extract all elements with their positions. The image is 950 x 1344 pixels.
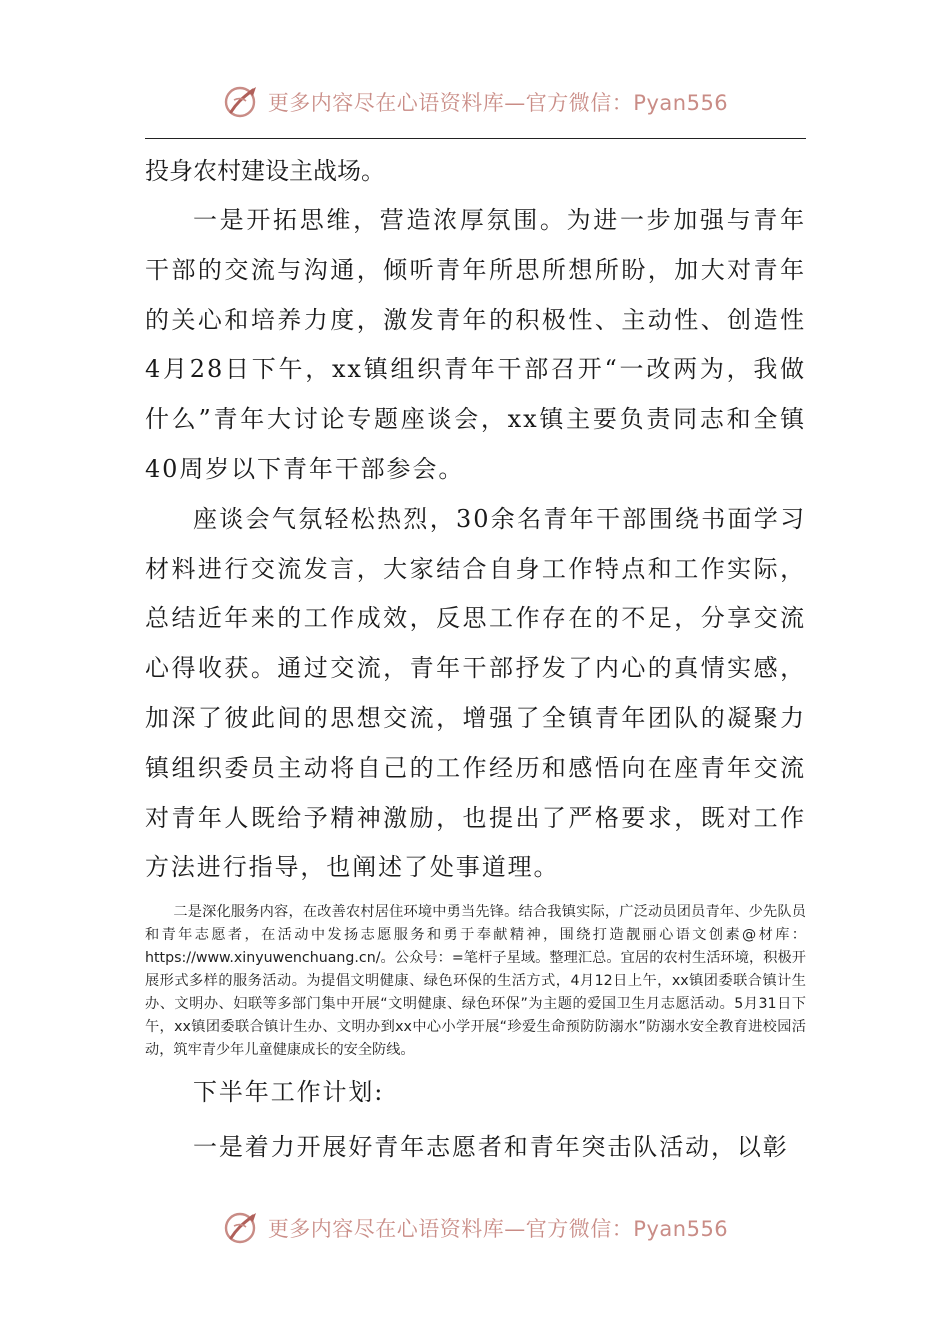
paragraph-3-small: 二是深化服务内容，在改善农村居住环境中勇当先锋。结合我镇实际，广泛动员团员青年、少先队员和青年志愿者，在活动中发扬志愿服务和勇于奉献精神，围绕打造靓丽心语文创素@材库：https://www.xinyuwenchuang.cn/。公众号：=笔杆子星域。整理汇总。宜居的农村生活环境，积极开展形式多样的服务活动。为提倡文明健康、绿色环保的生活方式，4月12日上午，xx镇团委联合镇计生办、文明办、妇联等多部门集中开展“文明健康、绿色环保”为主题的爱国卫生月志愿活动。5月31日下午，xx镇团委联合镇计生办、文明办到xx中心小学开展“珍爱生命预防防溺水”防溺水安全教育进校园活动，筑牢青少年儿童健康成长的安全防线。 (145, 904, 806, 1059)
document-body (145, 146, 806, 1172)
paragraph-1: 一是开拓思维，营造浓厚氛围。为进一步加强与青年干部的交流与沟通，倾听青年所思所想所盼，加大对青年的关心和培养力度，激发青年的积极性、主动性、创造性4月28日下午，xx镇组织青年干部召开“一改两为，我做什么”青年大讨论专题座谈会，xx镇主要负责同志和全镇40周岁以下青年干部参会。 (145, 206, 806, 483)
header-divider (145, 138, 806, 139)
watermark-text: 更多内容尽在心语资料库—官方微信：Pyan556 (267, 91, 729, 115)
pen-logo-icon (222, 82, 262, 122)
footer-watermark (0, 1206, 950, 1250)
header-watermark (0, 80, 950, 124)
lead-line: 投身农村建设主战场。 (145, 157, 385, 185)
paragraph-2: 座谈会气氛轻松热烈，30余名青年干部围绕书面学习材料进行交流发言，大家结合自身工作特点和工作实际，总结近年来的工作成效，反思工作存在的不足，分享交流心得收获。通过交流，青年干部抒发了内心的真情实感，加深了彼此间的思想交流，增强了全镇青年团队的凝聚力镇组织委员主动将自己的工作经历和感悟向在座青年交流对青年人既给予精神激励，也提出了严格要求，既对工作方法进行指导，也阐述了处事道理。 (145, 504, 806, 882)
plan-item-1: 一是着力开展好青年志愿者和青年突击队活动，以彰 (193, 1133, 789, 1162)
watermark-text: 更多内容尽在心语资料库—官方微信：Pyan556 (267, 1217, 729, 1241)
plan-heading: 下半年工作计划: (193, 1078, 385, 1107)
pen-logo-icon (222, 1208, 262, 1248)
